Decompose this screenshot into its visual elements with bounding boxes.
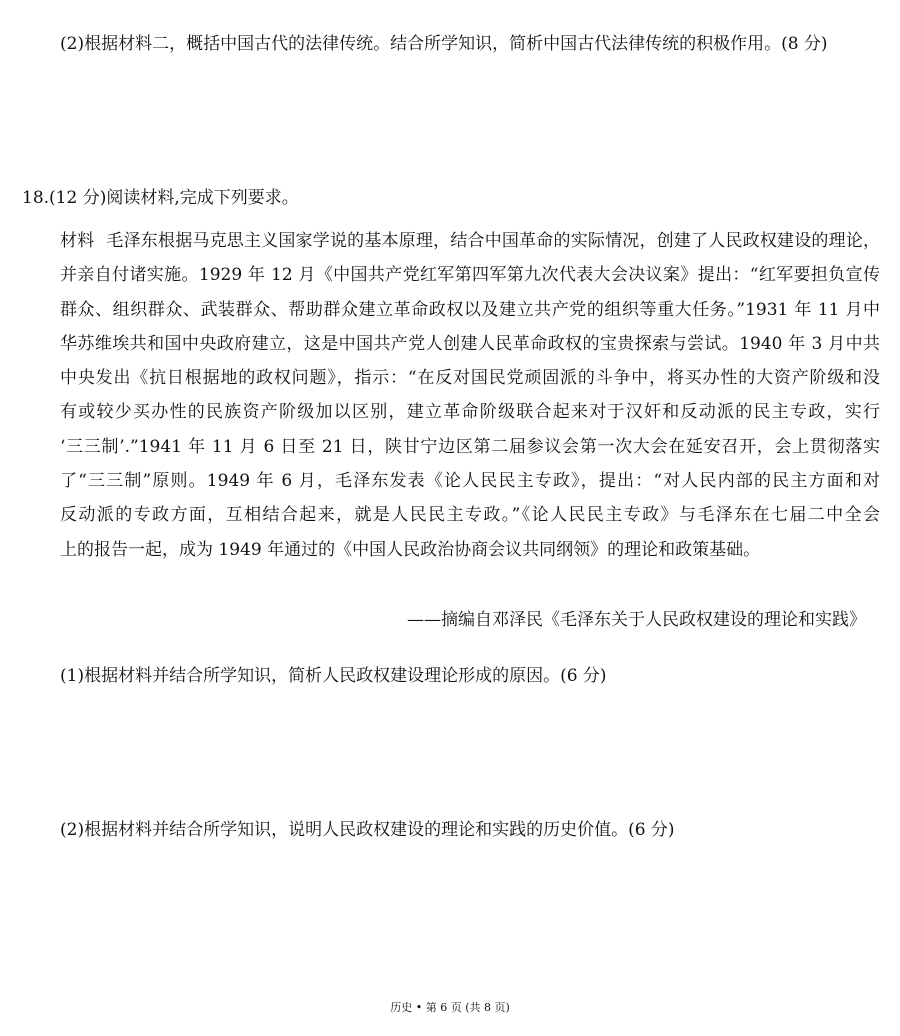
material-line: 群众、组织群众、武装群众、帮助群众建立革命政权以及建立共产党的组织等重大任务。”1931 年 11 月中 xyxy=(60,299,880,320)
material-label: 材料 xyxy=(60,231,95,251)
material-source: ——摘编自邓泽民《毛泽东关于人民政权建设的理论和实践》 xyxy=(407,610,866,630)
material-line: 反动派的专政方面，互相结合起来，就是人民民主专政。”《论人民民主专政》与毛泽东在七届二中全会 xyxy=(60,505,880,526)
question-18-part-1: (1)根据材料并结合所学知识，简析人民政权建设理论形成的原因。(6 分) xyxy=(60,666,607,686)
material-line: 华苏维埃共和国中央政府建立，这是中国共产党人创建人民革命政权的宝贵探索与尝试。1940 年 3 月中共 xyxy=(60,333,880,354)
page-footer: 历史 • 第 6 页 (共 8 页) xyxy=(390,1001,510,1014)
question-18-part-2: (2)根据材料并结合所学知识，说明人民政权建设的理论和实践的历史价值。(6 分) xyxy=(60,820,675,840)
question-18-material xyxy=(60,224,880,567)
material-line xyxy=(60,224,880,258)
question-18-heading: 18.(12 分)阅读材料,完成下列要求。 xyxy=(22,188,299,208)
material-line: ‘三三制’.”1941 年 11 月 6 日至 21 日，陕甘宁边区第二届参议会第一次大会在延安召开，会上贯彻落实 xyxy=(60,436,880,457)
material-line: 有或较少买办性的民族资产阶级加以区别，建立革命阶级联合起来对于汉奸和反动派的民主专政，实行 xyxy=(60,402,880,423)
material-line: 中央发出《抗日根据地的政权问题》，指示：“在反对国民党顽固派的斗争中，将买办性的大资产阶级和没 xyxy=(60,368,880,389)
material-line: 上的报告一起，成为 1949 年通过的《中国人民政治协商会议共同纲领》的理论和政策基础。 xyxy=(60,539,761,560)
material-line-text: 毛泽东根据马克思主义国家学说的基本原理，结合中国革命的实际情况，创建了人民政权建设的理论， xyxy=(106,231,881,251)
material-line: 了“三三制”原则。1949 年 6 月，毛泽东发表《论人民民主专政》，提出：“对人民内部的民主方面和对 xyxy=(60,471,880,492)
material-line: 并亲自付诸实施。1929 年 12 月《中国共产党红军第四军第九次代表大会决议案》提出：“红军要担负宣传 xyxy=(60,265,880,286)
question-17-part-2: (2)根据材料二，概括中国古代的法律传统。结合所学知识，简析中国古代法律传统的积极作用。(8 分) xyxy=(60,34,828,54)
